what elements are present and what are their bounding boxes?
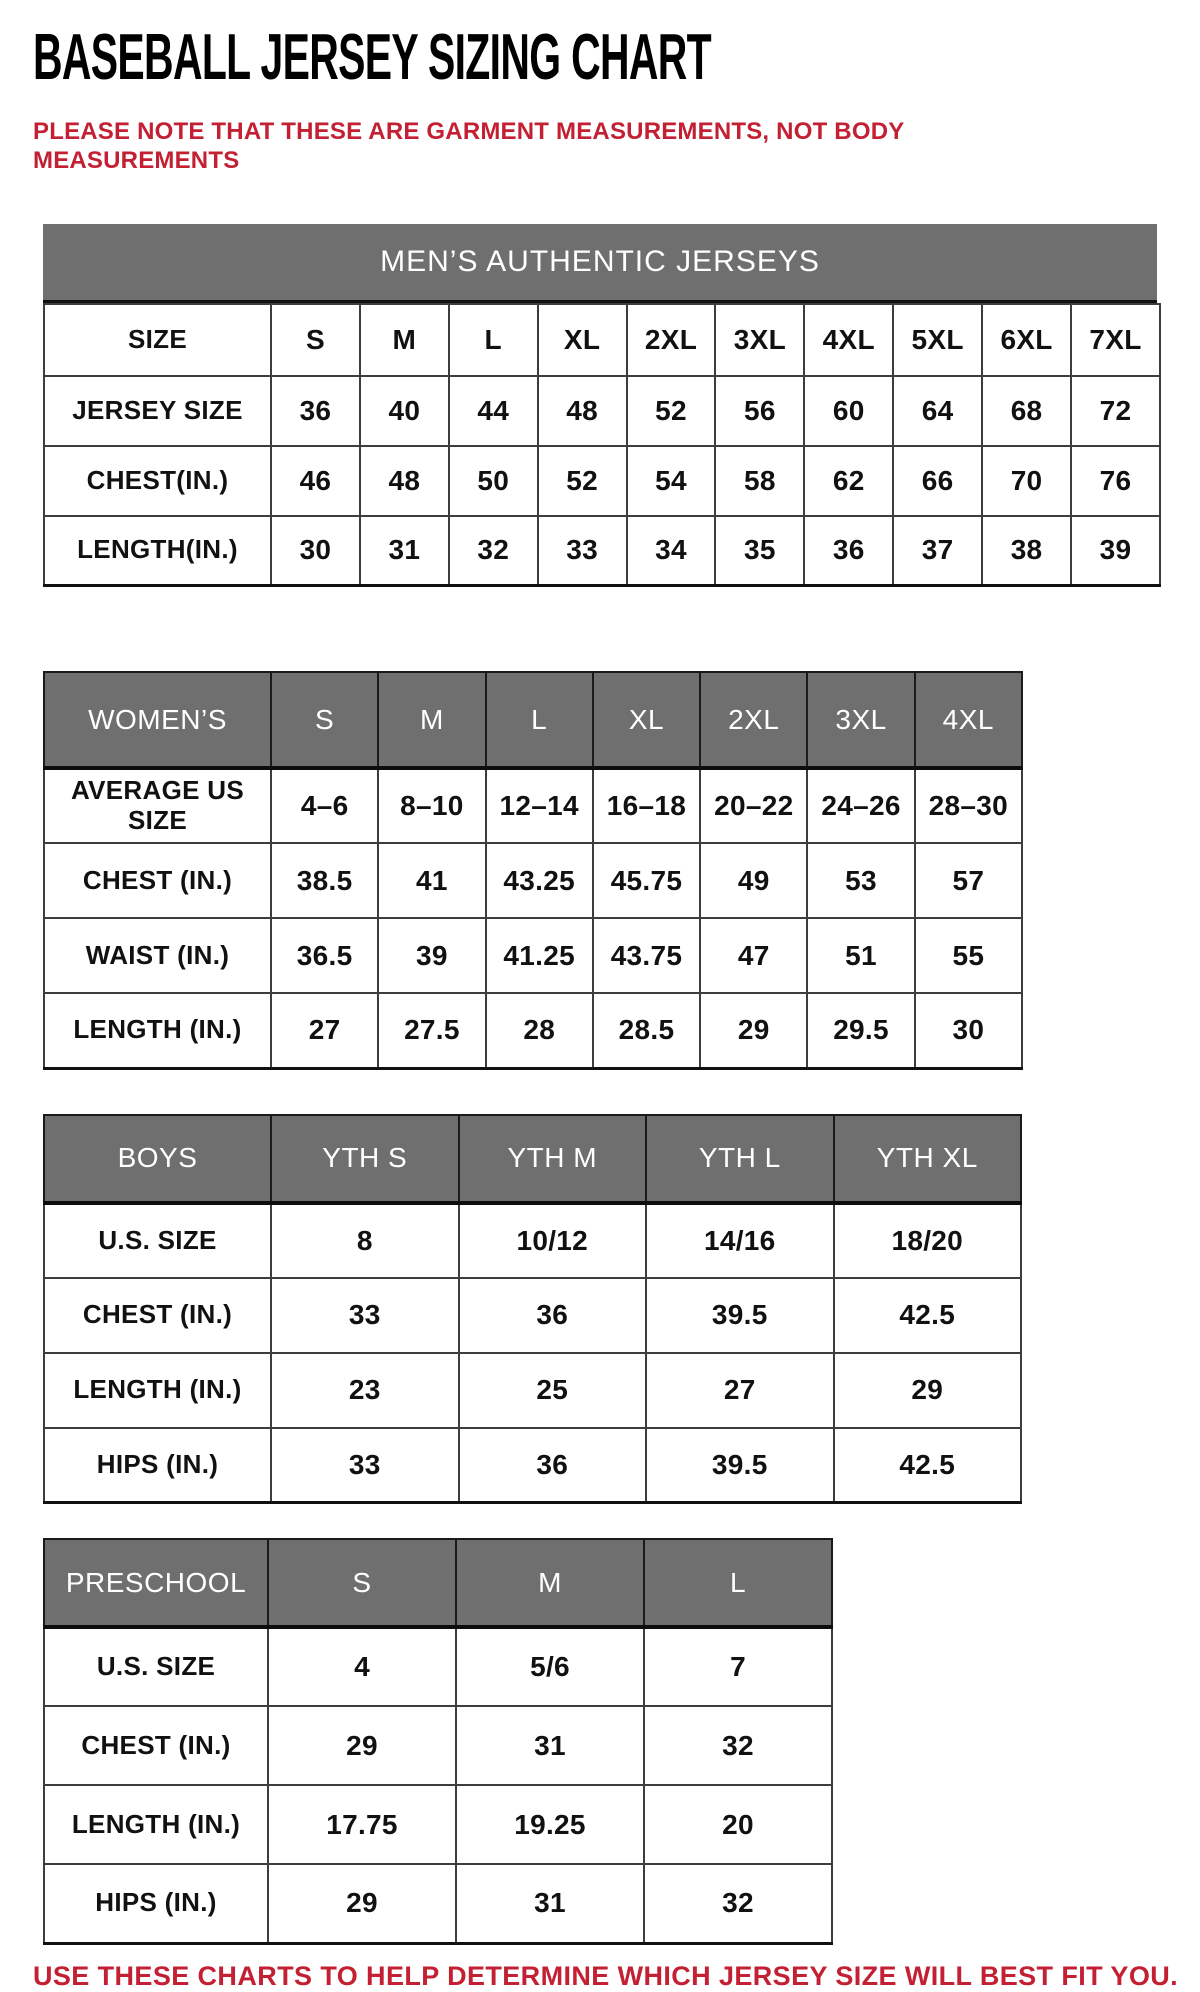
value-cell: 7XL: [1071, 304, 1160, 376]
value-cell: 33: [271, 1428, 459, 1503]
value-cell: 20–22: [700, 768, 807, 843]
row-label: U.S. SIZE: [44, 1203, 271, 1278]
value-cell: 72: [1071, 376, 1160, 446]
value-cell: 40: [360, 376, 449, 446]
womens-header-label: WOMEN’S: [44, 672, 271, 768]
value-cell: 32: [644, 1864, 832, 1943]
mens-grid: [43, 303, 1161, 588]
value-cell: 37: [893, 516, 982, 586]
mens-row: [44, 376, 1160, 446]
value-cell: XL: [538, 304, 627, 376]
boys-size-header-cell: YTH S: [271, 1115, 459, 1203]
value-cell: 42.5: [834, 1428, 1022, 1503]
value-cell: 28.5: [593, 993, 700, 1068]
value-cell: 28: [486, 993, 593, 1068]
value-cell: 66: [893, 446, 982, 516]
mens-row: [44, 446, 1160, 516]
value-cell: 4XL: [804, 304, 893, 376]
womens-size-header-cell: S: [271, 672, 378, 768]
value-cell: 38.5: [271, 843, 378, 918]
value-cell: 68: [982, 376, 1071, 446]
womens-size-header-cell: M: [378, 672, 485, 768]
fit-advice-footer: USE THESE CHARTS TO HELP DETERMINE WHICH JERSEY SIZE WILL BEST FIT YOU.: [33, 1960, 1179, 1991]
boys-header-label: BOYS: [44, 1115, 271, 1203]
value-cell: 34: [627, 516, 716, 586]
row-label: HIPS (IN.): [44, 1428, 271, 1503]
womens-size-header-cell: L: [486, 672, 593, 768]
value-cell: 39.5: [646, 1428, 834, 1503]
value-cell: 16–18: [593, 768, 700, 843]
value-cell: 55: [915, 918, 1022, 993]
womens-header-row: [44, 672, 1022, 768]
value-cell: 58: [715, 446, 804, 516]
value-cell: L: [449, 304, 538, 376]
value-cell: 18/20: [834, 1203, 1022, 1278]
value-cell: 36.5: [271, 918, 378, 993]
value-cell: 70: [982, 446, 1071, 516]
value-cell: 57: [915, 843, 1022, 918]
value-cell: 49: [700, 843, 807, 918]
value-cell: 12–14: [486, 768, 593, 843]
womens-size-header-cell: 4XL: [915, 672, 1022, 768]
value-cell: 30: [271, 516, 360, 586]
value-cell: 52: [627, 376, 716, 446]
row-label: LENGTH (IN.): [44, 1353, 271, 1428]
row-label: LENGTH (IN.): [44, 1785, 268, 1864]
value-cell: 36: [804, 516, 893, 586]
value-cell: 35: [715, 516, 804, 586]
garment-measurement-note: PLEASE NOTE THAT THESE ARE GARMENT MEASUREMENTS, NOT BODY MEASUREMENTS: [33, 118, 905, 175]
boys-header-row: [44, 1115, 1021, 1203]
preschool-header-label: PRESCHOOL: [44, 1539, 268, 1627]
value-cell: M: [360, 304, 449, 376]
value-cell: 51: [807, 918, 914, 993]
value-cell: 5/6: [456, 1627, 644, 1706]
value-cell: 33: [538, 516, 627, 586]
preschool-row: [44, 1627, 832, 1706]
value-cell: 2XL: [627, 304, 716, 376]
value-cell: 36: [271, 376, 360, 446]
womens-size-header-cell: XL: [593, 672, 700, 768]
value-cell: 41.25: [486, 918, 593, 993]
value-cell: 48: [538, 376, 627, 446]
value-cell: 8: [271, 1203, 459, 1278]
row-label: CHEST (IN.): [44, 843, 271, 918]
boys-size-header-cell: YTH L: [646, 1115, 834, 1203]
value-cell: 47: [700, 918, 807, 993]
value-cell: 54: [627, 446, 716, 516]
value-cell: 39: [1071, 516, 1160, 586]
value-cell: 7: [644, 1627, 832, 1706]
womens-grid: [43, 671, 1023, 1070]
row-label: U.S. SIZE: [44, 1627, 268, 1706]
value-cell: 60: [804, 376, 893, 446]
preschool-jerseys-table: [43, 1538, 1170, 1945]
value-cell: 33: [271, 1278, 459, 1353]
value-cell: 29: [268, 1706, 456, 1785]
value-cell: 24–26: [807, 768, 914, 843]
value-cell: 27.5: [378, 993, 485, 1068]
boys-row: [44, 1203, 1021, 1278]
value-cell: 32: [449, 516, 538, 586]
mens-authentic-jerseys-table: [43, 224, 1170, 588]
preschool-grid: [43, 1538, 833, 1945]
value-cell: 29: [700, 993, 807, 1068]
value-cell: 25: [459, 1353, 647, 1428]
value-cell: 46: [271, 446, 360, 516]
preschool-row: [44, 1864, 832, 1943]
value-cell: 27: [271, 993, 378, 1068]
womens-size-header-cell: 2XL: [700, 672, 807, 768]
value-cell: 20: [644, 1785, 832, 1864]
page-title: BASEBALL JERSEY SIZING CHART: [33, 21, 712, 94]
preschool-size-header-cell: S: [268, 1539, 456, 1627]
womens-row: [44, 993, 1022, 1068]
boys-size-header-cell: YTH M: [459, 1115, 647, 1203]
value-cell: 41: [378, 843, 485, 918]
value-cell: 64: [893, 376, 982, 446]
value-cell: 10/12: [459, 1203, 647, 1278]
womens-size-header-cell: 3XL: [807, 672, 914, 768]
value-cell: 29: [268, 1864, 456, 1943]
row-label: CHEST(IN.): [44, 446, 271, 516]
mens-row: [44, 516, 1160, 586]
value-cell: 4: [268, 1627, 456, 1706]
mens-row: [44, 304, 1160, 376]
mens-banner: MEN’S AUTHENTIC JERSEYS: [43, 224, 1157, 303]
value-cell: 28–30: [915, 768, 1022, 843]
value-cell: 27: [646, 1353, 834, 1428]
boys-row: [44, 1278, 1021, 1353]
preschool-row: [44, 1706, 832, 1785]
womens-row: [44, 918, 1022, 993]
row-label: AVERAGE US SIZE: [44, 768, 271, 843]
value-cell: 42.5: [834, 1278, 1022, 1353]
value-cell: 76: [1071, 446, 1160, 516]
row-label: CHEST (IN.): [44, 1706, 268, 1785]
row-label: JERSEY SIZE: [44, 376, 271, 446]
value-cell: 14/16: [646, 1203, 834, 1278]
value-cell: 30: [915, 993, 1022, 1068]
value-cell: 48: [360, 446, 449, 516]
value-cell: 39: [378, 918, 485, 993]
boys-grid: [43, 1114, 1022, 1505]
row-label: WAIST (IN.): [44, 918, 271, 993]
value-cell: 36: [459, 1278, 647, 1353]
boys-jerseys-table: [43, 1114, 1170, 1505]
row-label: SIZE: [44, 304, 271, 376]
value-cell: 36: [459, 1428, 647, 1503]
value-cell: 56: [715, 376, 804, 446]
row-label: LENGTH(IN.): [44, 516, 271, 586]
value-cell: 43.75: [593, 918, 700, 993]
boys-size-header-cell: YTH XL: [834, 1115, 1022, 1203]
value-cell: 4–6: [271, 768, 378, 843]
value-cell: 31: [456, 1706, 644, 1785]
womens-jerseys-table: [43, 671, 1170, 1070]
value-cell: 5XL: [893, 304, 982, 376]
value-cell: 3XL: [715, 304, 804, 376]
row-label: HIPS (IN.): [44, 1864, 268, 1943]
value-cell: 29.5: [807, 993, 914, 1068]
value-cell: 17.75: [268, 1785, 456, 1864]
preschool-row: [44, 1785, 832, 1864]
womens-row: [44, 768, 1022, 843]
value-cell: 50: [449, 446, 538, 516]
value-cell: 31: [456, 1864, 644, 1943]
value-cell: 52: [538, 446, 627, 516]
row-label: LENGTH (IN.): [44, 993, 271, 1068]
value-cell: 38: [982, 516, 1071, 586]
boys-row: [44, 1428, 1021, 1503]
preschool-size-header-cell: L: [644, 1539, 832, 1627]
value-cell: 62: [804, 446, 893, 516]
boys-row: [44, 1353, 1021, 1428]
value-cell: 45.75: [593, 843, 700, 918]
preschool-header-row: [44, 1539, 832, 1627]
preschool-size-header-cell: M: [456, 1539, 644, 1627]
value-cell: 6XL: [982, 304, 1071, 376]
value-cell: 43.25: [486, 843, 593, 918]
value-cell: 31: [360, 516, 449, 586]
womens-row: [44, 843, 1022, 918]
value-cell: S: [271, 304, 360, 376]
value-cell: 29: [834, 1353, 1022, 1428]
value-cell: 23: [271, 1353, 459, 1428]
value-cell: 53: [807, 843, 914, 918]
value-cell: 19.25: [456, 1785, 644, 1864]
value-cell: 8–10: [378, 768, 485, 843]
value-cell: 32: [644, 1706, 832, 1785]
value-cell: 44: [449, 376, 538, 446]
row-label: CHEST (IN.): [44, 1278, 271, 1353]
value-cell: 39.5: [646, 1278, 834, 1353]
